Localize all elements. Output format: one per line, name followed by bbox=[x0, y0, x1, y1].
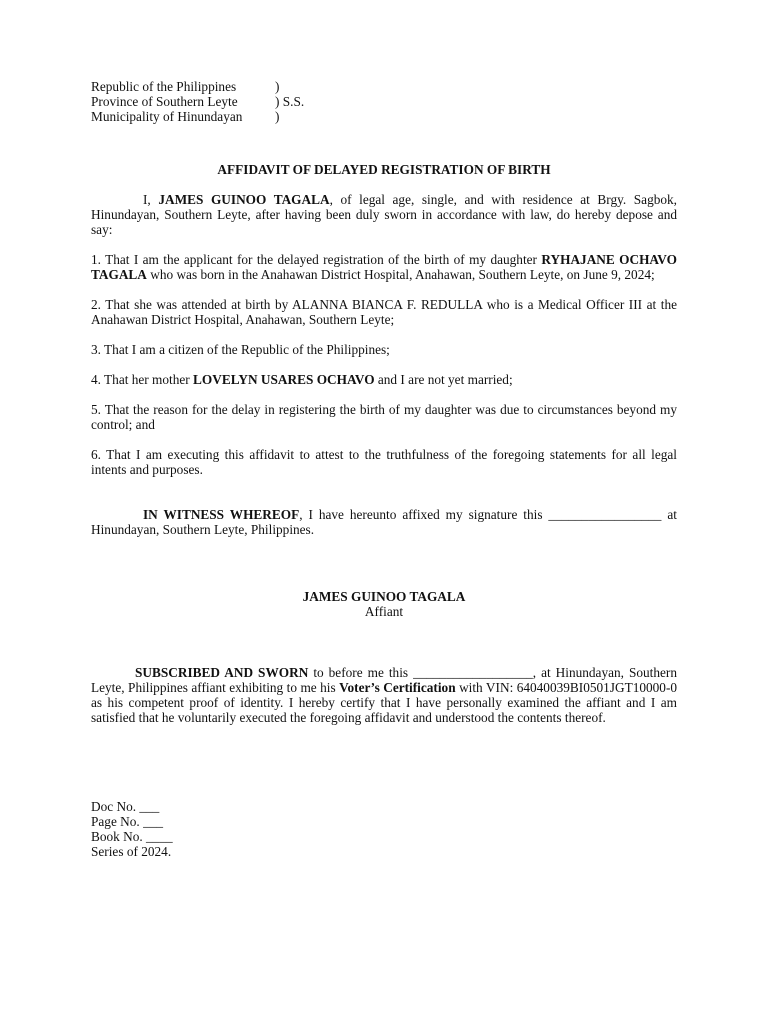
affiant-label: Affiant bbox=[364, 604, 404, 619]
intro-paragraph bbox=[91, 192, 677, 237]
venue-line bbox=[91, 79, 677, 94]
mother-name: LOVELYN USARES OCHAVO bbox=[193, 372, 375, 387]
affiant-name-inline: JAMES GUINOO TAGALA bbox=[158, 192, 330, 207]
item-4 bbox=[91, 372, 677, 387]
intro-pre: I, bbox=[143, 192, 159, 207]
venue-line bbox=[91, 94, 677, 109]
signature-block bbox=[91, 589, 677, 619]
item-1-post: who was born in the Anahawan District Hospital, Anahawan, Southern Leyte, on June 9, 2024; bbox=[146, 267, 655, 282]
id-type: Voter’s Certification bbox=[339, 680, 456, 695]
venue-province: Province of Southern Leyte bbox=[91, 94, 238, 109]
affidavit-page bbox=[91, 79, 677, 859]
document-title: AFFIDAVIT OF DELAYED REGISTRATION OF BIRTH bbox=[217, 162, 551, 177]
item-2: 2. That she was attended at birth by ALANNA BIANCA F. REDULLA who is a Medical Officer III at the Anahawan District Hospital, Anahawan, Southern Leyte; bbox=[91, 297, 677, 327]
item-3: 3. That I am a citizen of the Republic of the Philippines; bbox=[91, 342, 390, 357]
jurat-paragraph bbox=[91, 665, 677, 725]
page-number: Page No. ___ bbox=[91, 814, 164, 829]
venue-line bbox=[91, 109, 677, 124]
item-1-pre: 1. That I am the applicant for the delayed registration of the birth of my daughter bbox=[91, 252, 542, 267]
witness-heading: IN WITNESS WHEREOF bbox=[143, 507, 300, 522]
item-1 bbox=[91, 252, 677, 282]
witness-paragraph bbox=[91, 507, 677, 537]
jurat-text-1: to before me this __________________, at Hinundayan, Southern Leyte, Philippines affiant exhibiting to me his bbox=[91, 665, 677, 695]
item-5: 5. That the reason for the delay in registering the birth of my daughter was due to circumstances beyond my control; and bbox=[91, 402, 677, 432]
child-name: RYHAJANE OCHAVO TAGALA bbox=[91, 252, 677, 282]
book-number: Book No. ____ bbox=[91, 829, 173, 844]
venue-republic: Republic of the Philippines bbox=[91, 79, 237, 94]
venue-ss: ) S.S. bbox=[275, 94, 305, 109]
item-6: 6. That I am executing this affidavit to attest to the truthfulness of the foregoing statements for all legal intents and purposes. bbox=[91, 447, 677, 477]
jurat-text-2: with VIN: 64040039BI0501JGT10000-0 as his competent proof of identity. I hereby certify that I have personally examined the affiant and I am satisfied that he voluntarily executed the foregoing affidavit and understood the contents thereof. bbox=[91, 680, 678, 725]
series-year: Series of 2024. bbox=[91, 844, 172, 859]
venue-block bbox=[91, 79, 677, 124]
item-4-pre: 4. That her mother bbox=[91, 372, 194, 387]
doc-number: Doc No. ___ bbox=[91, 799, 160, 814]
witness-text: , I have hereunto affixed my signature this _________________ at Hinundayan, Southern Leyte, Philippines. bbox=[91, 507, 677, 537]
intro-post: , of legal age, single, and with residence at Brgy. Sagbok, Hinundayan, Southern Leyte, after having been duly sworn in accordance with law, do hereby depose and say: bbox=[91, 192, 677, 237]
notarial-register-block bbox=[91, 799, 677, 859]
venue-municipality: Municipality of Hinundayan bbox=[91, 109, 243, 124]
jurat-heading: SUBSCRIBED AND SWORN bbox=[135, 665, 309, 680]
item-4-post: and I are not yet married; bbox=[374, 372, 513, 387]
affiant-signature-name: JAMES GUINOO TAGALA bbox=[302, 589, 466, 604]
venue-paren: ) bbox=[275, 79, 280, 94]
venue-paren: ) bbox=[275, 109, 280, 124]
